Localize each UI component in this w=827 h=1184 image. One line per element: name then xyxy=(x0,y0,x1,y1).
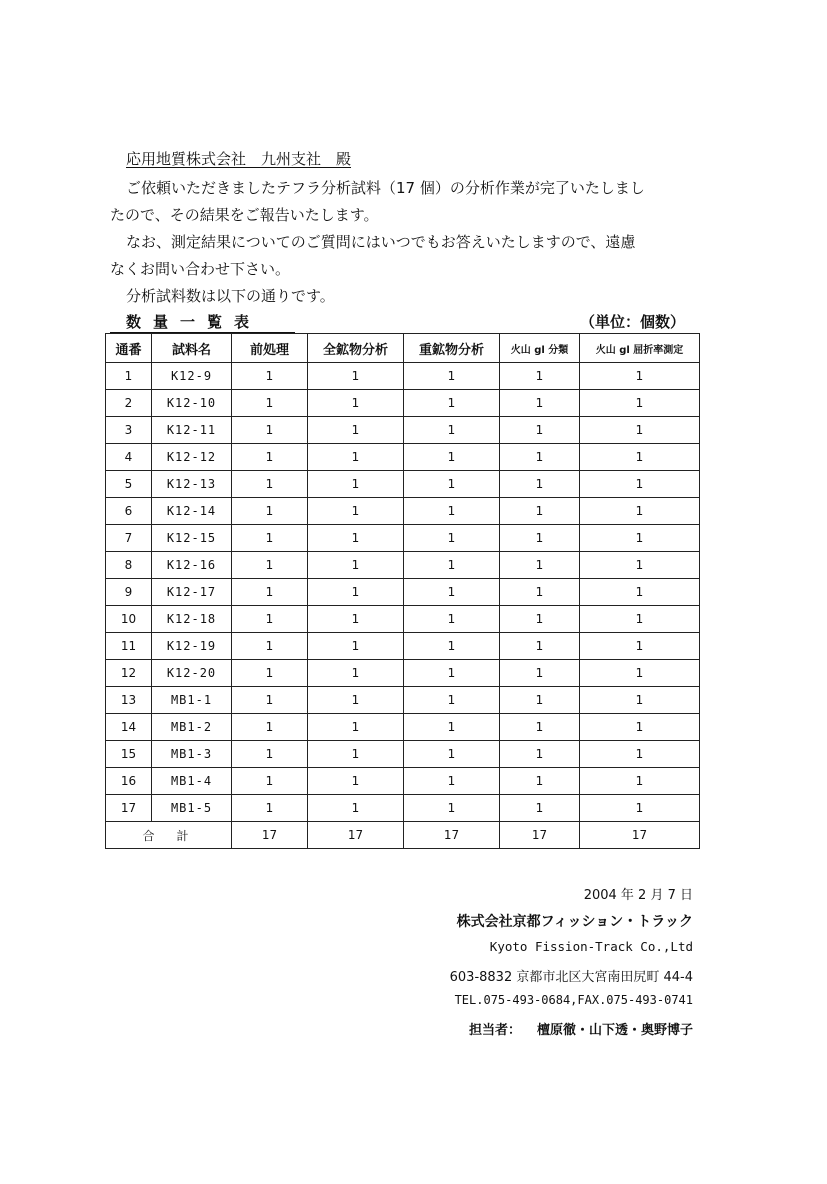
table-row xyxy=(106,633,700,660)
serial-no-cell: 6 xyxy=(106,498,152,525)
table-row xyxy=(106,525,700,552)
count-cell: 1 xyxy=(500,444,580,471)
serial-no-cell: 3 xyxy=(106,417,152,444)
count-cell: 1 xyxy=(232,417,308,444)
count-cell: 1 xyxy=(580,633,700,660)
serial-no-cell: 13 xyxy=(106,687,152,714)
table-row xyxy=(106,606,700,633)
count-cell: 1 xyxy=(580,687,700,714)
header-volcanic-glass-refractive-index: 火山 gl 屈折率測定 xyxy=(580,334,700,363)
count-cell: 1 xyxy=(232,741,308,768)
body-paragraph-2-line-2: なくお問い合わせ下さい。 xyxy=(110,260,291,278)
table-row xyxy=(106,498,700,525)
count-cell: 1 xyxy=(500,471,580,498)
count-cell: 1 xyxy=(580,606,700,633)
count-cell: 1 xyxy=(580,444,700,471)
count-cell: 1 xyxy=(308,687,404,714)
serial-no-cell: 17 xyxy=(106,795,152,822)
sample-name-cell: K12-20 xyxy=(152,660,232,687)
serial-no-cell: 7 xyxy=(106,525,152,552)
count-cell: 1 xyxy=(500,525,580,552)
count-cell: 1 xyxy=(232,795,308,822)
count-cell: 1 xyxy=(308,417,404,444)
count-cell: 1 xyxy=(500,687,580,714)
count-cell: 1 xyxy=(404,525,500,552)
table-body xyxy=(106,363,700,822)
body-paragraph-2-line-1: なお、測定結果についてのご質問にはいつでもお答えいたしますので、遠慮 xyxy=(126,233,636,251)
count-cell: 1 xyxy=(232,498,308,525)
count-cell: 1 xyxy=(404,714,500,741)
table-row xyxy=(106,768,700,795)
count-cell: 1 xyxy=(308,633,404,660)
addressee-line: 応用地質株式会社 九州支社 殿 xyxy=(126,150,352,168)
sample-name-cell: K12-19 xyxy=(152,633,232,660)
count-cell: 1 xyxy=(500,633,580,660)
count-cell: 1 xyxy=(404,768,500,795)
count-cell: 1 xyxy=(232,687,308,714)
count-cell: 1 xyxy=(404,606,500,633)
count-cell: 1 xyxy=(232,444,308,471)
staff-line xyxy=(469,1019,693,1038)
header-volcanic-glass-classification: 火山 gl 分類 xyxy=(500,334,580,363)
sample-name-cell: MB1-4 xyxy=(152,768,232,795)
sample-name-cell: MB1-3 xyxy=(152,741,232,768)
count-cell: 1 xyxy=(404,471,500,498)
count-cell: 1 xyxy=(580,498,700,525)
count-cell: 1 xyxy=(580,363,700,390)
count-cell: 1 xyxy=(308,606,404,633)
count-cell: 1 xyxy=(404,552,500,579)
count-cell: 1 xyxy=(404,795,500,822)
count-cell: 1 xyxy=(308,498,404,525)
count-cell: 1 xyxy=(580,768,700,795)
serial-no-cell: 5 xyxy=(106,471,152,498)
header-heavy-mineral-analysis: 重鉱物分析 xyxy=(404,334,500,363)
count-cell: 1 xyxy=(500,579,580,606)
company-name: 株式会社京都フィッション・トラック xyxy=(456,914,693,930)
staff-label: 担当者： xyxy=(468,1023,521,1038)
count-cell: 1 xyxy=(580,525,700,552)
serial-no-cell: 10 xyxy=(106,606,152,633)
total-cell: 17 xyxy=(404,822,500,849)
count-cell: 1 xyxy=(500,498,580,525)
count-cell: 1 xyxy=(232,552,308,579)
count-cell: 1 xyxy=(404,741,500,768)
sample-name-cell: MB1-1 xyxy=(152,687,232,714)
body-paragraph-1-line-1: ご依頼いただきましたテフラ分析試料（17 個）の分析作業が完了いたしまし xyxy=(126,179,645,197)
count-cell: 1 xyxy=(232,579,308,606)
serial-no-cell: 4 xyxy=(106,444,152,471)
count-cell: 1 xyxy=(404,687,500,714)
count-cell: 1 xyxy=(500,552,580,579)
sample-name-cell: K12-10 xyxy=(152,390,232,417)
count-cell: 1 xyxy=(232,714,308,741)
table-row xyxy=(106,714,700,741)
total-cell: 17 xyxy=(308,822,404,849)
count-cell: 1 xyxy=(580,552,700,579)
sample-name-cell: K12-9 xyxy=(152,363,232,390)
serial-no-cell: 8 xyxy=(106,552,152,579)
count-cell: 1 xyxy=(404,579,500,606)
sample-name-cell: K12-17 xyxy=(152,579,232,606)
serial-no-cell: 12 xyxy=(106,660,152,687)
count-cell: 1 xyxy=(232,471,308,498)
count-cell: 1 xyxy=(580,795,700,822)
serial-no-cell: 2 xyxy=(106,390,152,417)
count-cell: 1 xyxy=(404,363,500,390)
count-cell: 1 xyxy=(308,741,404,768)
table-row xyxy=(106,795,700,822)
count-cell: 1 xyxy=(500,714,580,741)
count-cell: 1 xyxy=(308,579,404,606)
count-cell: 1 xyxy=(404,390,500,417)
count-cell: 1 xyxy=(308,525,404,552)
count-cell: 1 xyxy=(580,660,700,687)
count-cell: 1 xyxy=(500,390,580,417)
count-cell: 1 xyxy=(232,606,308,633)
table-row xyxy=(106,444,700,471)
count-cell: 1 xyxy=(500,795,580,822)
count-cell: 1 xyxy=(308,795,404,822)
total-label: 合計 xyxy=(106,822,232,849)
count-cell: 1 xyxy=(580,417,700,444)
count-cell: 1 xyxy=(500,768,580,795)
serial-no-cell: 16 xyxy=(106,768,152,795)
count-cell: 1 xyxy=(308,714,404,741)
count-cell: 1 xyxy=(500,417,580,444)
body-paragraph-1-line-2: たので、その結果をご報告いたします。 xyxy=(110,206,379,224)
count-cell: 1 xyxy=(500,606,580,633)
count-cell: 1 xyxy=(580,579,700,606)
count-cell: 1 xyxy=(232,768,308,795)
header-serial-no: 通番 xyxy=(106,334,152,363)
header-sample-name: 試料名 xyxy=(152,334,232,363)
table-row xyxy=(106,579,700,606)
table-row xyxy=(106,471,700,498)
table-row xyxy=(106,390,700,417)
count-cell: 1 xyxy=(308,552,404,579)
count-cell: 1 xyxy=(404,633,500,660)
sample-name-cell: K12-15 xyxy=(152,525,232,552)
count-cell: 1 xyxy=(500,660,580,687)
quantity-table xyxy=(105,333,700,849)
count-cell: 1 xyxy=(500,363,580,390)
count-cell: 1 xyxy=(404,660,500,687)
body-paragraph-3: 分析試料数は以下の通りです。 xyxy=(126,287,335,305)
count-cell: 1 xyxy=(404,417,500,444)
count-cell: 1 xyxy=(580,390,700,417)
sample-name-cell: K12-13 xyxy=(152,471,232,498)
count-cell: 1 xyxy=(232,363,308,390)
sample-name-cell: MB1-2 xyxy=(152,714,232,741)
table-row xyxy=(106,417,700,444)
total-cell: 17 xyxy=(580,822,700,849)
table-total-row xyxy=(106,822,700,849)
table-row xyxy=(106,687,700,714)
table-row xyxy=(106,660,700,687)
count-cell: 1 xyxy=(308,363,404,390)
total-cell: 17 xyxy=(500,822,580,849)
company-tel-fax: TEL.075-493-0684,FAX.075-493-0741 xyxy=(454,993,693,1007)
count-cell: 1 xyxy=(404,444,500,471)
count-cell: 1 xyxy=(404,498,500,525)
table-row xyxy=(106,363,700,390)
table-row xyxy=(106,741,700,768)
serial-no-cell: 14 xyxy=(106,714,152,741)
sample-name-cell: K12-18 xyxy=(152,606,232,633)
sample-name-cell: K12-14 xyxy=(152,498,232,525)
table-title: 数量一覧表 xyxy=(110,312,295,333)
serial-no-cell: 11 xyxy=(106,633,152,660)
serial-no-cell: 9 xyxy=(106,579,152,606)
count-cell: 1 xyxy=(580,741,700,768)
sample-name-cell: K12-11 xyxy=(152,417,232,444)
company-address: 603-8832 京都市北区大宮南田尻町 44-4 xyxy=(449,970,693,985)
count-cell: 1 xyxy=(308,390,404,417)
table-unit-note: （単位：個数） xyxy=(580,313,686,331)
sample-name-cell: K12-16 xyxy=(152,552,232,579)
staff-names: 檀原徹・山下透・奥野博子 xyxy=(536,1023,693,1038)
total-cell: 17 xyxy=(232,822,308,849)
table-header-row xyxy=(106,334,700,363)
count-cell: 1 xyxy=(232,390,308,417)
table-row xyxy=(106,552,700,579)
count-cell: 1 xyxy=(580,714,700,741)
sample-name-cell: K12-12 xyxy=(152,444,232,471)
company-name-english: Kyoto Fission-Track Co.,Ltd xyxy=(489,939,693,954)
count-cell: 1 xyxy=(232,633,308,660)
count-cell: 1 xyxy=(308,660,404,687)
serial-no-cell: 1 xyxy=(106,363,152,390)
count-cell: 1 xyxy=(232,660,308,687)
report-date: 2004 年 2 月 7 日 xyxy=(583,888,693,903)
count-cell: 1 xyxy=(308,768,404,795)
header-pretreatment: 前処理 xyxy=(232,334,308,363)
count-cell: 1 xyxy=(308,444,404,471)
count-cell: 1 xyxy=(232,525,308,552)
count-cell: 1 xyxy=(500,741,580,768)
header-total-mineral-analysis: 全鉱物分析 xyxy=(308,334,404,363)
sample-name-cell: MB1-5 xyxy=(152,795,232,822)
serial-no-cell: 15 xyxy=(106,741,152,768)
count-cell: 1 xyxy=(308,471,404,498)
count-cell: 1 xyxy=(580,471,700,498)
